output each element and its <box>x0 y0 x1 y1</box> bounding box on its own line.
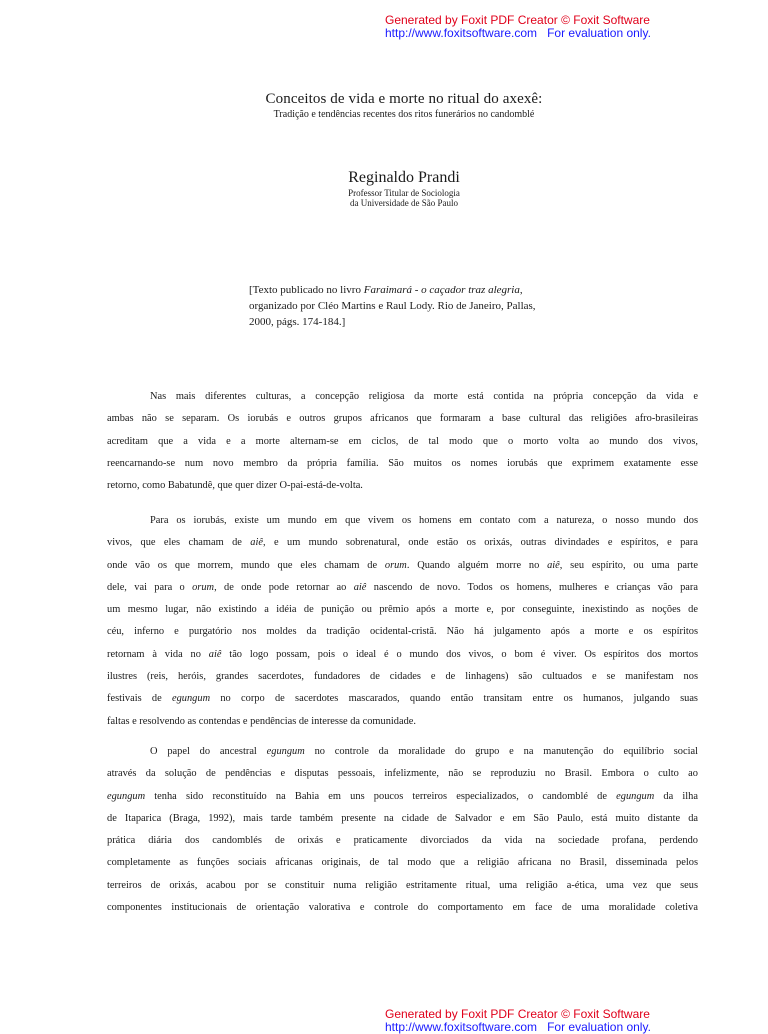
watermark-url-link[interactable]: http://www.foxitsoftware.com <box>385 1020 538 1034</box>
body-paragraph-2 <box>107 510 698 733</box>
text-line: onde vão os que morrem, mundo que eles chamam de orum. Quando alguém morre no aiê, seu espírito, ou uma parte <box>107 559 698 571</box>
body-paragraph-3 <box>107 741 698 919</box>
text-line: retornam à vida no aiê tão logo possam, pois o ideal é o mundo dos vivos, o bom é viver. Os espíritos dos mortos <box>107 648 698 660</box>
text-line: terreiros de orixás, acabou por se constituir numa religião estritamente ritual, uma religião a-ética, uma vez que seus <box>107 879 698 891</box>
watermark-url-line <box>385 1021 651 1034</box>
citation-book-title: Faraimará - o caçador traz alegria <box>363 284 520 296</box>
citation-prefix: [Texto publicado no livro <box>249 284 364 296</box>
author-name: Reginaldo Prandi <box>348 169 460 186</box>
text-line: dele, vai para o orum, de onde pode retornar ao aiê nascendo de novo. Todos os homens, mulheres e crianças vão para <box>107 581 698 593</box>
text-line: céu, inferno e purgatório nos moldes da tradição ocidental-cristã. Não há julgamento após a morte e os espíritos <box>107 626 698 638</box>
watermark-generated-text: Generated by Foxit PDF Creator © Foxit Software <box>385 13 650 27</box>
watermark-eval-text: For evaluation only. <box>547 1020 651 1034</box>
text-line: reencarnando-se num novo membro da própria família. São muitos os nomes iorubás que exprimem exatamente esse <box>107 457 698 469</box>
text-line: retorno, como Babatundê, que quer dizer O-pai-está-de-volta. <box>107 480 363 492</box>
text-line: ilustres (reis, heróis, grandes sacerdotes, fundadores de cidades e de linhagens) são cultuados e se manifestam nos <box>107 671 698 683</box>
author-affiliation-line1: Professor Titular de Sociologia <box>348 188 460 198</box>
watermark-eval-text: For evaluation only. <box>547 26 651 40</box>
text-line: festivais de egungum no corpo de sacerdotes mascarados, quando então transitam entre os humanos, julgando suas <box>107 693 698 705</box>
text-line: completamente as funções sociais africanas originais, de tal modo que a religião africana no Brasil, disseminada pelos <box>107 857 698 869</box>
text-line: de Itaparica (Braga, 1992), mais tarde também presente na cidade de Salvador e em São Paulo, está muito distante da <box>107 812 698 824</box>
text-line: vivos, que eles chamam de aiê, e um mundo sobrenatural, onde estão os orixás, outras divindades e espíritos, e para <box>107 537 698 549</box>
text-line: um mesmo lugar, não existindo a idéia de punição ou prêmio após a morte e, por conseguinte, inexistindo as noções de <box>107 604 698 616</box>
text-line: O papel do ancestral egungum no controle da moralidade do grupo e na manutenção do equilíbrio social <box>150 746 698 757</box>
text-line: egungum tenha sido reconstituído na Bahia em uns poucos terreiros especializados, o candomblé de egungum da ilha <box>107 790 698 802</box>
foxit-watermark-top <box>385 14 651 40</box>
text-line: prática diária dos candomblés de orixás e praticamente divorciados da vida na sociedade profana, perdendo <box>107 835 698 847</box>
text-line: através da solução de pendências e disputas pessoais, infelizmente, não se reproduziu no Brasil. Embora o culto ao <box>107 768 698 780</box>
watermark-generated-text: Generated by Foxit PDF Creator © Foxit Software <box>385 1007 650 1021</box>
text-line: Nas mais diferentes culturas, a concepção religiosa da morte está contida na própria concepção da vida e <box>150 391 698 402</box>
publication-citation <box>249 282 555 330</box>
text-line: faltas e resolvendo as contendas e pendências de interesse da comunidade. <box>107 715 416 727</box>
watermark-url-line <box>385 27 651 40</box>
body-paragraph-1 <box>107 386 698 497</box>
text-line: componentes institucionais de orientação valorativa e controle do comportamento em face de uma moralidade coletiva <box>107 902 698 914</box>
watermark-url-link[interactable]: http://www.foxitsoftware.com <box>385 26 538 40</box>
foxit-watermark-bottom <box>385 1008 651 1034</box>
text-line: acreditam que a vida e a morte alternam-se em ciclos, de tal modo que o morto volta ao mundo dos vivos, <box>107 435 698 447</box>
document-subtitle: Tradição e tendências recentes dos ritos funerários no candomblé <box>273 109 535 120</box>
citation-suffix: , organizado por Cléo Martins e Raul Lody. Rio de Janeiro, Pallas, 2000, págs. 174-184.] <box>249 284 536 328</box>
text-line: ambas não se separam. Os iorubás e outros grupos africanos que formaram a base cultural das religiões afro-brasileiras <box>107 413 698 425</box>
document-title: Conceitos de vida e morte no ritual do axexê: <box>265 91 543 107</box>
text-line: Para os iorubás, existe um mundo em que vivem os homens em contato com a natureza, o nosso mundo dos <box>150 515 698 526</box>
author-affiliation-line2: da Universidade de São Paulo <box>350 198 458 208</box>
